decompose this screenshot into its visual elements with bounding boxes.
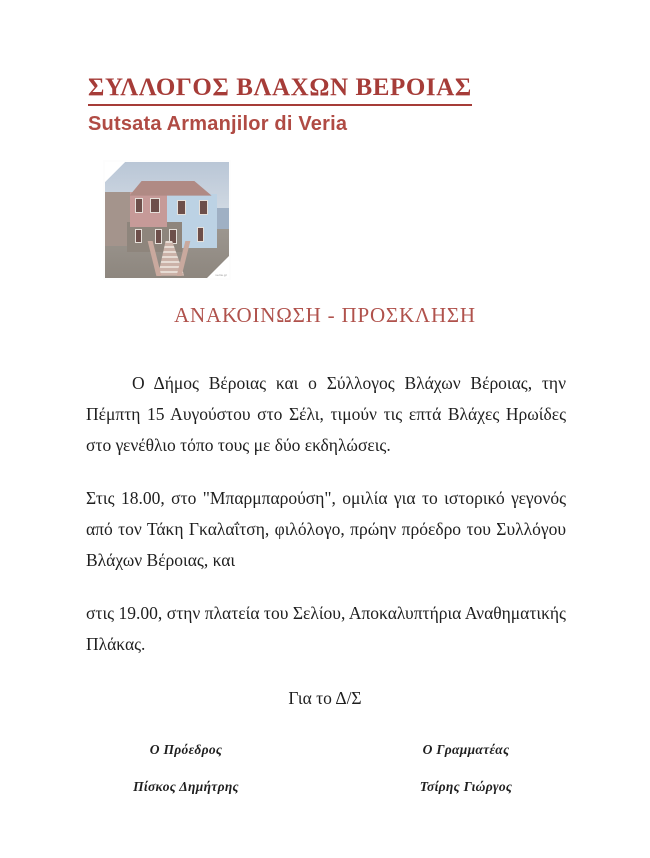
house-photo-image [105,162,229,278]
photo-window [150,198,160,213]
for-the-board-label: Για το Δ/Σ [288,688,362,708]
signatory-president [86,742,286,795]
signatory-secretary [366,742,566,795]
signatory-role: Ο Γραμματέας [422,742,510,757]
organization-title-greek: ΣΥΛΛΟΓΟΣ ΒΛΑΧΩΝ ΒΕΡΟΙΑΣ [88,74,472,106]
announcement-paragraph: στις 19.00, στην πλατεία του Σελίου, Αποκαλυπτήρια Αναθηματικής Πλάκας. [86,603,566,654]
signatory-name: Τσίρης Γιώργος [419,779,513,794]
photo-window [177,200,186,215]
announcement-paragraph: Στις 18.00, στο "Μπαρμπαρούση", ομιλία για το ιστορικό γεγονός από τον Τάκη Γκαλαΐτση, φιλόλογο, πρώην πρόεδρο του Συλλόγου Βλάχων Βέροιας, και [86,488,566,570]
photo-window [199,200,208,215]
announcement-paragraph: Ο Δήμος Βέροιας και ο Σύλλογος Βλάχων Βέροιας, την Πέμπτη 15 Αυγούστου στο Σέλι, τιμούν τις επτά Βλάχες Ηρωίδες στο γενέθλιο τόπο τους με δύο εκδηλώσεις. [86,373,566,455]
signatory-name: Πίσκος Δημήτρης [133,779,239,794]
photo-watermark: veria.gr [215,273,227,277]
photo-window [135,229,142,243]
photo-window [155,229,162,244]
signature-block [86,742,566,795]
organization-title-latin: Sutsata Armanjilor di Veria [88,113,348,135]
announcement-body [86,368,566,660]
announcement-heading: ΑΝΑΚΟΙΝΩΣΗ - ΠΡΟΣΚΛΗΣΗ [174,303,476,327]
house-photo [103,160,231,280]
masthead [88,74,568,136]
signatory-role: Ο Πρόεδρος [149,742,223,757]
photo-window [197,227,204,242]
photo-window [135,198,144,213]
photo-corner-fold-top-left-2 [105,162,125,182]
